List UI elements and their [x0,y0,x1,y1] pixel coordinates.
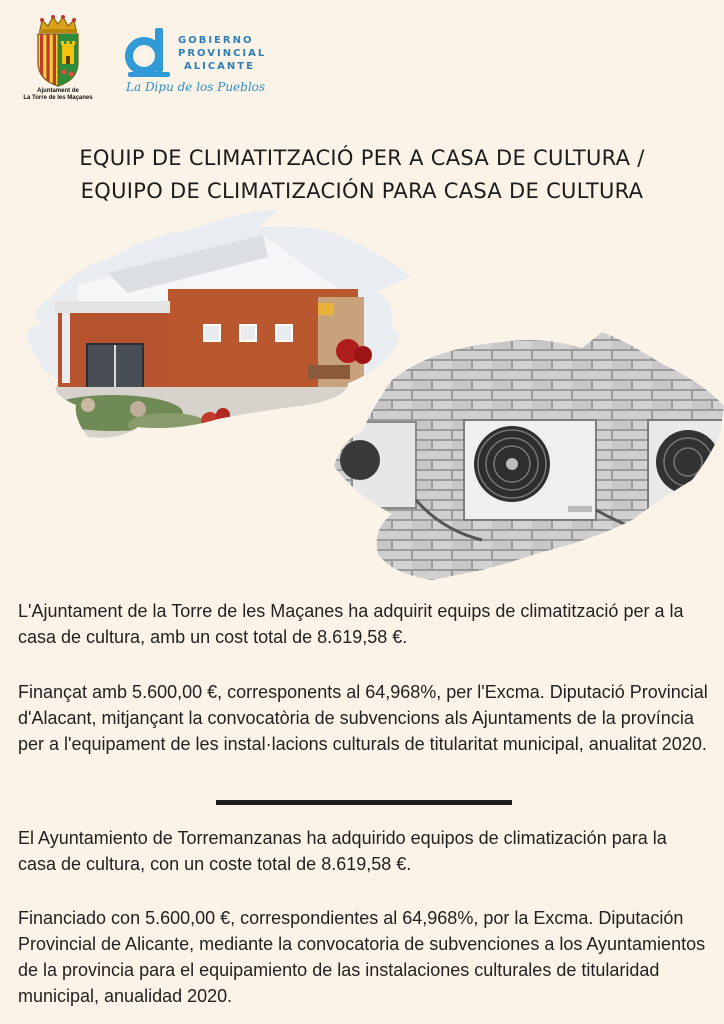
town-caption-line2: La Torre de les Maçanes [23,95,93,101]
town-caption [18,88,98,102]
spanish-p2-text: Financiado con 5.600,00 €, correspondientes al 64,968%, por la Excma. Diputación Provincial de Alicante, mediante la convocatoria de subvenciones a los Ayuntamientos de la provincia para el equipamiento de las instalaciones culturales de titularidad municipal, anualidad 2020. [18,908,706,1006]
town-caption-line1: Ajuntament de [37,88,79,94]
town-logo [18,14,98,102]
spanish-paragraph-funding [18,905,708,1009]
header [18,14,278,114]
spanish-p1-text: El Ayuntamiento de Torremanzanas ha adquirido equipos de climatización para la casa de cultura, con un coste total de 8.619,58 €. [18,828,667,874]
dipu-logo [124,24,274,114]
valencian-paragraph-funding [18,679,708,757]
dipu-line2: PROVINCIAL [178,48,267,59]
town-crest-icon [32,14,84,88]
title-line-valencian: EQUIP DE CLIMATITZACIÓ PER A CASA DE CULTURA / [79,146,645,170]
air-conditioner-photo [332,330,724,580]
dipu-line3: ALICANTE [184,61,255,72]
dipu-line1: GOBIERNO [178,35,254,46]
valencian-paragraph-cost [18,598,708,650]
title-line-spanish: EQUIPO DE CLIMATIZACIÓN PARA CASA DE CULTURA [80,179,644,203]
section-divider [216,800,512,805]
valencian-p1-text: L'Ajuntament de la Torre de les Maçanes ha adquirit equips de climatització per a la casa de cultura, amb un cost total de 8.619,58 €. [18,601,684,647]
dipu-tagline: La Dipu de los Pueblos [126,80,266,94]
spanish-paragraph-cost [18,825,708,877]
dipu-wordmark [178,34,266,73]
page-title [0,142,724,208]
valencian-p2-text: Finançat amb 5.600,00 €, corresponents al 64,968%, per l'Excma. Diputació Provincial d'Alacant, mitjançant la convocatòria de subvencions als Ajuntaments de la província per a l'equipament de les instal·lacions culturals de titularitat municipal, anualitat 2020. [18,682,708,754]
dipu-a-icon [124,24,174,80]
